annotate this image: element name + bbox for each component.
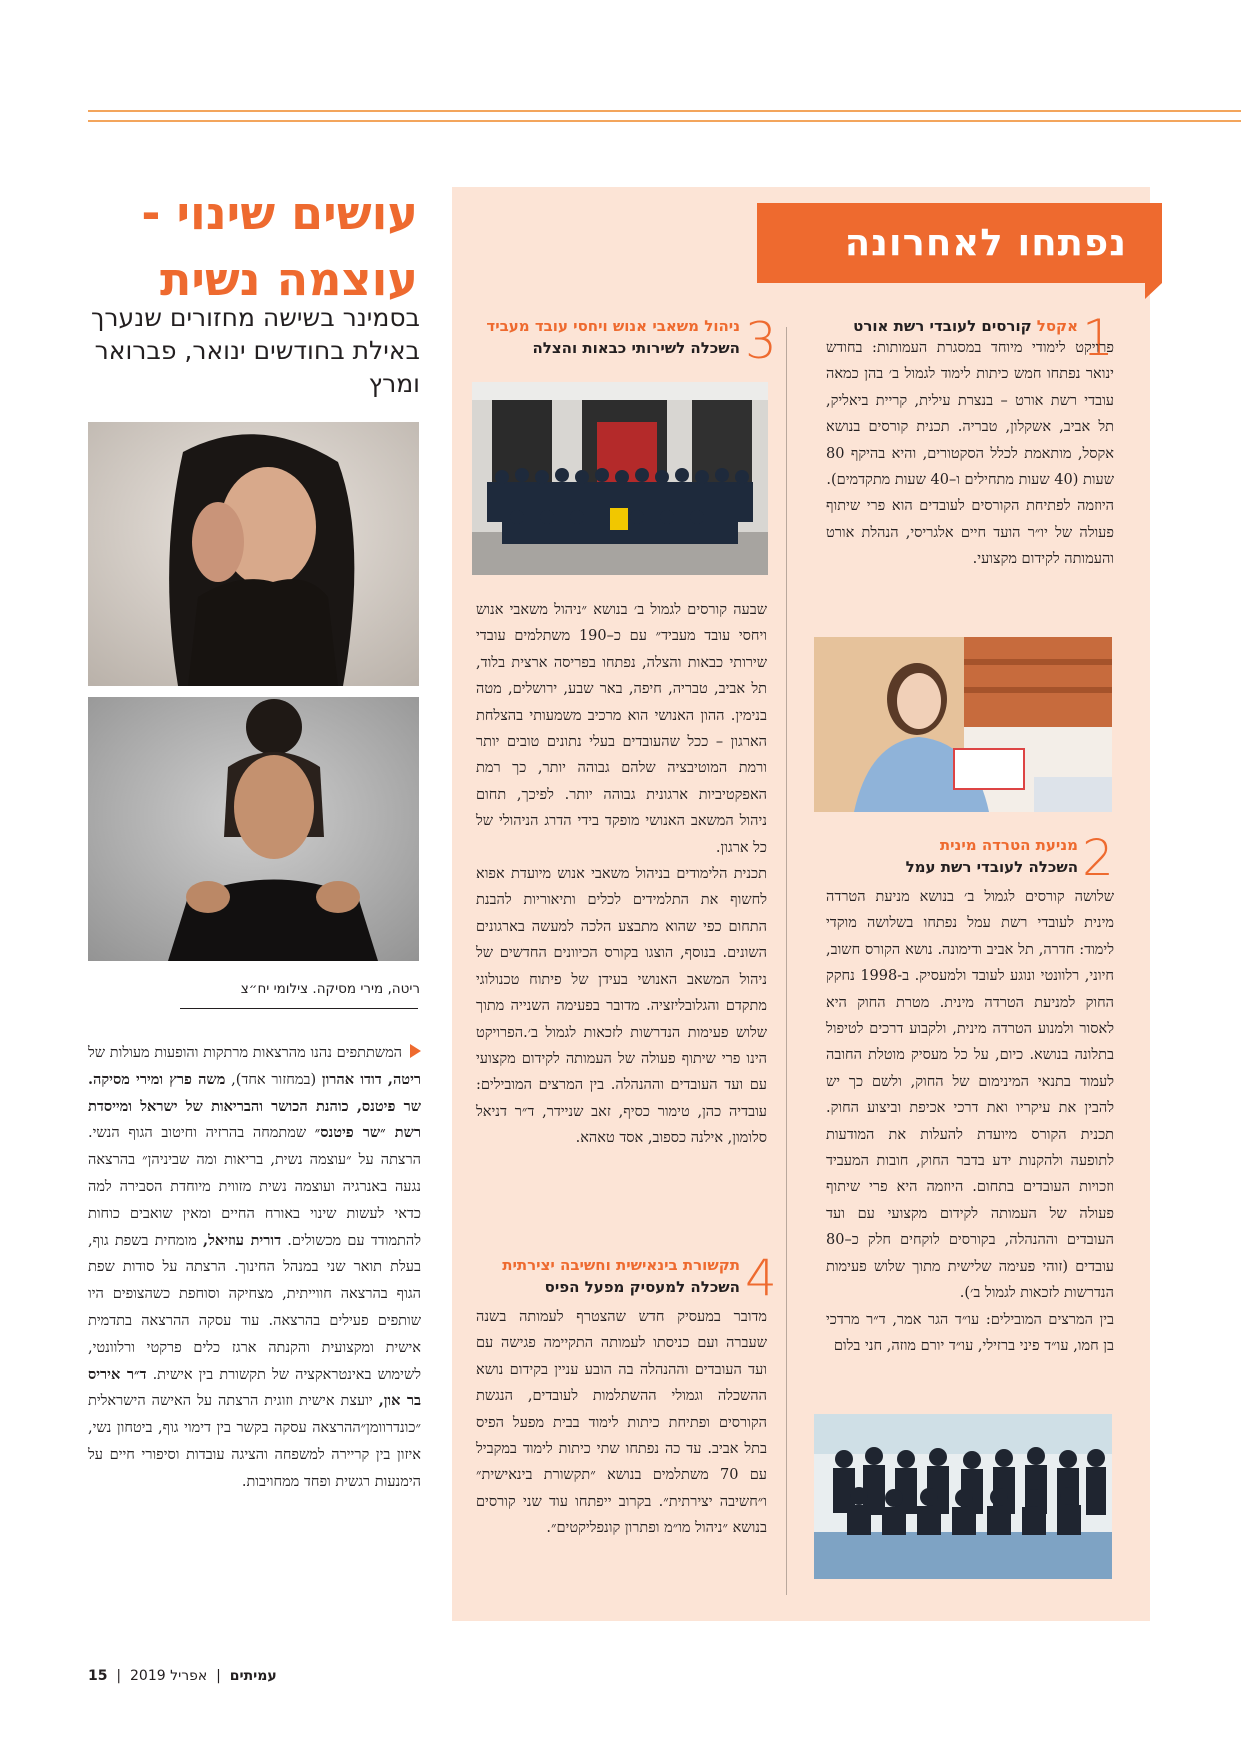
column-divider (786, 327, 787, 1595)
body-bold: ד״ר איריס בר און, (88, 1365, 421, 1410)
issue-date: אפריל 2019 (130, 1668, 208, 1684)
item-number-2: 2 (1082, 829, 1114, 887)
item-2-paragraph: בין המרצים המובילים: עו״ד הגר אמר, ד״ר מרדכי בן חמו, עו״ד פיני ברזילי, עו״ד יורם מוזה, חני בלום (826, 1311, 1114, 1354)
item-4-kicker: תקשורת בינאישית וחשיבה יצירתית (502, 1256, 740, 1274)
item-number-4: 4 (745, 1249, 777, 1307)
bullet-arrow-icon (410, 1044, 421, 1058)
body-text: יועצת אישית וזוגית הרצתה על האישה הישראלית ״כונדרוומן״ההרצאה עסקה בקשר בין דימוי גוף, ביטחון נשי, איזון בין קריירה למשפחה והציגה עובדות וסיפורי חיים על הימנעות רגשית ופחד ממחויבות. (88, 1393, 421, 1490)
caption-rule (180, 1008, 418, 1009)
feature-title (95, 180, 418, 312)
photo-caption: ריטה, מירי מסיקה. צילומי יח״צ (240, 981, 420, 997)
photo-firefighters-group (472, 382, 768, 575)
photo-miri-masika-portrait (88, 697, 419, 961)
item-1-subhead: קורסים לעובדי רשת אורט (853, 317, 1032, 335)
magazine-name: עמיתים (229, 1668, 277, 1684)
item-3-subhead: השכלה לשירותי כבאות והצלה (532, 339, 740, 357)
body-text: שמתמחה בהרזיה וחיטוב הגוף הנשי. הרצתה על ״עוצמה נשית, בריאות ומה שביניהן״ בהרצאה נגעה באנרגיה ועוצמה נשית מזווית מיוחדת הסבירה למה כדאי לעשות שינוי באורח החיים ומאין שואבים כוחות להתמודד עם מכשולים. (88, 1125, 422, 1249)
item-3-paragraph: שבעה קורסים לגמול ב׳ בנושא ״ניהול משאבי אנוש ויחסי עובד מעביד״ עם כ–190 משתלמים עובדי שירותי כבאות והצלה, נפתחו בפריסה ארצית בלוד, תל אביב, טבריה, חיפה, באר שבע, ירושלים, מטה בנימין. ההון האנושי הוא מרכיב משמעותי בהצלחת הארגון – ככל שהעובדים בעלי נתונים טובים יותר ורמת המוטיבציה שלהם גבוהה יותר, כך רמת האפקטיביות ארגונית גבוהה יותר. לפיכך, תחום ניהול המשאב האנושי מופקד בידי הדרג הניהולי של כל ארגון. (476, 602, 767, 856)
item-4-header (465, 1254, 740, 1298)
item-1-body (826, 335, 1114, 573)
item-3-header (465, 315, 740, 359)
item-number-3: 3 (745, 312, 777, 370)
footer-separator: | (211, 1668, 226, 1684)
page-number: 15 (88, 1668, 108, 1684)
item-2-body (826, 884, 1114, 1359)
item-3-paragraph: תכנית הלימודים בניהול משאבי אנוש מיועדת אפוא לחשוף את התלמידים לכלים ותיאוריות להבנת התחום כפי שהוא מתבצע הלכה למעשה בארגונים השונים. בנוסף, הוצגו בקורס הכיוונים החדשים של ניהול המשאב האנושי בעידן של פיתוח טכנולוגי מתקדם והגלובליזציה. מדובר בפעימה השנייה מתוך שלוש פעימות הנדרשות לזכאות לגמול ב׳.הפרויקט הינו פרי שיתוף פעולה של העמותה לקידום מקצועי עם ועד העובדים וההנהלה. בין המרצים המובילים: עובדיה כהן, טימור כסיף, זאב שניידר, ד״ר דניאל סלומון, אילנה כספוב, אסד טאהא. (476, 866, 767, 1147)
item-3-body (476, 597, 767, 1152)
item-2-subhead: השכלה לעובדי רשת עמל (905, 858, 1078, 876)
body-bold: דורית עוזיאל, (203, 1231, 282, 1249)
body-text: מומחית בשפת גוף, בעלת תואר שני במנהל החינוך. הרצתה על סודות שפת הגוף בהרצאה חווייתית, מצחיקה וסוחפת כשהצופים היו שותפים פעילים בהרצאה. עוד עסקה ההרצאה בתדמית אישית ומקצועית והקנתה ארגז כלים פרקטי ורלוונטי, לשימוש באינטראקציה של תקשורת בין אישית. (88, 1232, 421, 1383)
top-rule-second (88, 120, 1241, 122)
item-3-kicker: ניהול משאבי אנוש ויחסי עובד מעביד (486, 317, 740, 335)
item-number-1: 1 (1082, 309, 1114, 367)
feature-title-line-1: עושים שינוי - (141, 186, 418, 240)
item-1-paragraph: היוזמה לפתיחת הקורסים לעובדים הוא פרי שיתוף פעולה של יו״ר הועד חיים אלגריסי, הנהלת אורט והעמותה לקידום מקצועי. (826, 498, 1114, 568)
item-1-paragraph: פרויקט לימודי מיוחד במסגרת העמותות: בחודש ינואר נפתחו חמש כיתות לימוד לגמול ב׳ בהן כמאה עובדי רשת אורט – בנצרת עילית, קריית ביאליק, תל אביב, אשקלון, טבריה. תכנית קורסים בנושא אקסל, מותאמת לכלל הסקטורים, והיא בהיקף 80 שעות (40 שעות מתחילים ו–40 שעות מתקדמים). (826, 340, 1114, 489)
item-4-body (476, 1304, 767, 1542)
page-footer (88, 1668, 277, 1684)
item-4-paragraph: מדובר במעסיק חדש שהצטרף לעמותה בשנה שעברה ועם כניסתו לעמותה התקיימה פגישה עם ועד העובדים וההנהלה בה הובע עניין בקידום נושא ההשכלה וגמולי ההשתלמות לעובדים, הנגשת הקורסים ופתיחת כיתות לימוד בבית מפעל הפיס בתל אביב. עד כה נפתחו שתי כיתות לימוד במקביל עם 70 משתלמים בנושא ״תקשורת בינאישית״ ו״חשיבה יצירתית״. בקרוב ייפתחו עוד שני קורסים בנושא ״ניהול מו״מ ופתרון קונפליקטים״. (476, 1309, 767, 1537)
item-2-paragraph: שלושה קורסים לגמול ב׳ בנושא מניעת הטרדה מינית לעובדי רשת עמל נפתחו בשלושה מוקדי לימוד: חדרה, תל אביב ודימונה. נושא הקורס חשוב, חיוני, רלוונטי ונוגע לעובד ולמעסיק. ב-1998 נחקק החוק למניעת הטרדה מינית. מטרת החוק היא לאסור ולמנוע הטרדה מינית, ולקבוע דרכים לטיפול בתלונה בנושא. כיום, על כל מעסיק מוטלת החובה לעמוד בתנאי המינימום של החוק, ולשם כך יש להבין את עיקריו ואת דרכי אכיפת וביצוע החוק. תכנית הקורס מיועדת להעלות את המודעות לתופעה ולהקנות ידע בדבר החוק, חובות המעביד וזכויות העובדים בתחום. היוזמה היא פרי שיתוף פעולה של העמותה לקידום מקצועי עם ועד העובדים וההנהלה, בקורסים לוקחים חלק כ–80 עובדים (זוהי פעימה שלישית מתוך שלוש פעימות הנדרשות לזכאות לגמול ב׳). (826, 889, 1114, 1302)
footer-separator: | (111, 1668, 126, 1684)
photo-woman-at-laptop (814, 637, 1112, 812)
feature-body (88, 1040, 421, 1496)
feature-intro: בסמינר בשישה מחזורים שנערך באילת בחודשים ינואר, פברואר ומרץ (91, 303, 420, 398)
body-bold: ריטה, דודו אהרון (321, 1070, 421, 1088)
item-2-kicker: מניעת הטרדה מינית (939, 836, 1078, 854)
headline-banner-fold (1145, 283, 1162, 299)
item-4-subhead: השכלה למעסיק מפעל הפיס (544, 1278, 740, 1296)
panel-headline: נפתחו לאחרונה (844, 221, 1127, 264)
photo-rita-portrait (88, 422, 419, 686)
photo-group-seated (814, 1414, 1112, 1579)
body-bold: שר פיטנס, כוהנת הכושר והבריאות של ישראל ומייסדת רשת ״שר פיטנס״ (88, 1097, 421, 1142)
top-rule (88, 110, 1241, 112)
feature-title-line-2: עוצמה נשית (159, 252, 418, 306)
item-1-kicker: אקסל (1036, 317, 1078, 335)
body-bold: משה פרץ ומירי מסיקה. (88, 1070, 226, 1088)
body-text: (במחזור אחד), (225, 1071, 322, 1088)
body-text: המשתתפים נהנו מהרצאות מרתקות והופעות מעולות של (88, 1045, 402, 1061)
item-2-header (808, 834, 1078, 878)
item-1-header (808, 315, 1078, 337)
